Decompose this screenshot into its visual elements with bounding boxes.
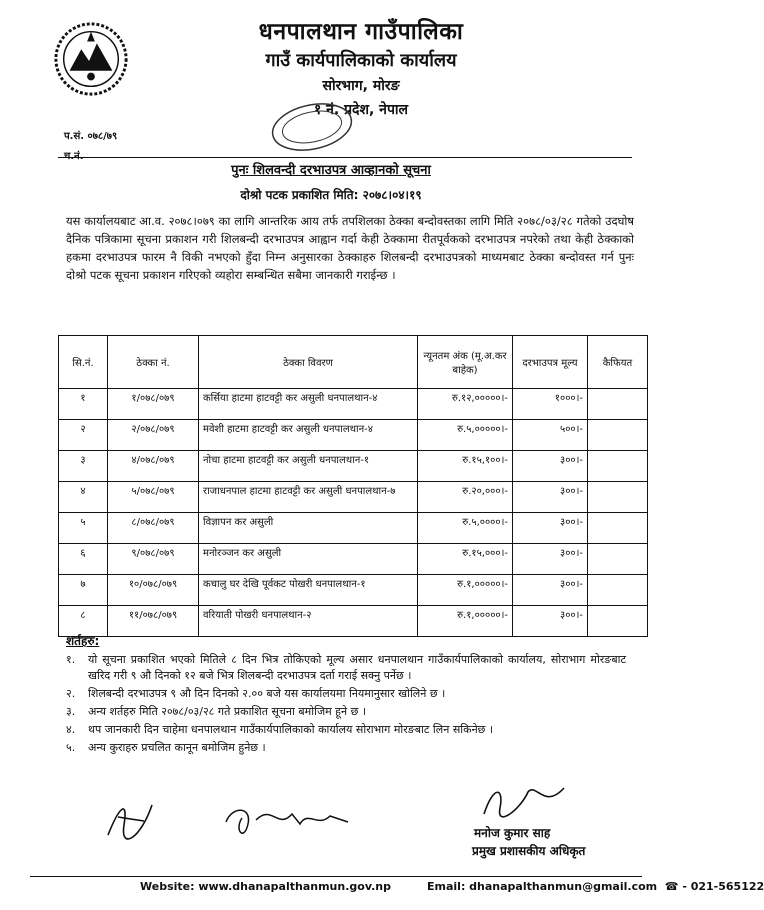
signature-3 — [478, 780, 568, 820]
cell-tender-price: ३००।- — [513, 513, 588, 544]
cell-description: कर्सिया हाटमा हाटवट्टी कर असुली धनपालथान-४ — [199, 389, 418, 420]
cell-minimum-amount: रु.१,०००००।- — [418, 575, 513, 606]
cell-description: विज्ञापन कर असुली — [199, 513, 418, 544]
cell-serial: १ — [59, 389, 108, 420]
cell-serial: २ — [59, 420, 108, 451]
cell-remarks — [588, 575, 648, 606]
cell-contract-no: ४/०७८/०७९ — [108, 451, 199, 482]
signature-1 — [100, 795, 160, 845]
cell-description: मनोरञ्जन कर असुली — [199, 544, 418, 575]
condition-number: ५. — [66, 741, 76, 754]
footer-email: Email: dhanapalthanmun@gmail.com — [427, 880, 658, 893]
reference-number: प.सं. ०७८/७९ — [64, 131, 118, 142]
cell-contract-no: २/०७८/०७९ — [108, 420, 199, 451]
cell-contract-no: ८/०७८/०७९ — [108, 513, 199, 544]
cell-minimum-amount: रु.२०,०००।- — [418, 482, 513, 513]
cell-remarks — [588, 451, 648, 482]
notice-title: पुनः शिलवन्दी दरभाउपत्र आव्हानको सूचना — [231, 163, 431, 178]
cell-remarks — [588, 513, 648, 544]
cell-tender-price: १०००।- — [513, 389, 588, 420]
col-tender-price: दरभाउपत्र मूल्य — [513, 336, 588, 389]
cell-serial: ५ — [59, 513, 108, 544]
conditions-list — [66, 652, 626, 758]
table-row — [59, 389, 648, 420]
publication-date: दोश्रो पटक प्रकाशित मिति: २०७८।०४।१९ — [240, 188, 422, 202]
cell-remarks — [588, 544, 648, 575]
cell-minimum-amount: रु.१,०००००।- — [418, 606, 513, 637]
table-row — [59, 544, 648, 575]
signature-2 — [222, 800, 352, 836]
cell-serial: ४ — [59, 482, 108, 513]
cell-contract-no: १०/०७८/०७९ — [108, 575, 199, 606]
notice-body: यस कार्यालयबाट आ.व. २०७८।०७९ का लागि आन्तरिक आय तर्फ तपशिलका ठेक्का बन्दोवस्तका लागि मिति २०७८/०३/२८ गतेको उदघोष दैनिक पत्रिकामा सूचना प्रकाशन गरी शिलबन्दी दरभाउपत्र आह्वान गर्दा केही ठेक्कामा रीतपूर्वकको दरभाउपत्र नपरेको तथा केही ठेक्काको हकमा दरभाउपत्र फारम नै विकी नभएको हुँदा निम्न अनुसारका ठेक्काहरु शिलबन्दी दरभाउपत्रको माध्यमबाट ठेक्का बन्दोवस्त गर्न पुनः दोश्रो पटक सूचना प्रकाशन गरिएको व्यहोरा सम्बन्धित सबैमा जानकारी गराईन्छ । — [66, 214, 634, 282]
cell-description: वरियाती पोखरी धनपालथान-२ — [199, 606, 418, 637]
cell-description: मवेशी हाटमा हाटवट्टी कर असुली धनपालथान-४ — [199, 420, 418, 451]
col-serial: सि.नं. — [59, 336, 108, 389]
condition-number: २. — [66, 687, 76, 700]
cell-contract-no: ११/०७८/०७९ — [108, 606, 199, 637]
cell-description: कचालु घर देखि पूर्वकट पोखरी धनपालथान-१ — [199, 575, 418, 606]
condition-text: यो सूचना प्रकाशित भएको मितिले ८ दिन भित्र तोकिएको मूल्य असार धनपालथान गाउँकार्यपालिकाको कार्यालय, सोराभाग मोरङबाट खरिद गरी ९ औ दिनको १२ बजे भित्र शिलबन्दी दरभाउपत्र दर्ता गराई सक्नु पर्नेछ । — [88, 653, 626, 682]
cell-tender-price: ३००।- — [513, 606, 588, 637]
office-stamp-icon — [262, 96, 362, 158]
cell-minimum-amount: रु.१२,०००००।- — [418, 389, 513, 420]
cell-serial: ७ — [59, 575, 108, 606]
table-row — [59, 606, 648, 637]
table-row — [59, 575, 648, 606]
list-item — [66, 722, 626, 738]
office-location: सोरभाग, मोरङ — [322, 78, 400, 94]
table-row — [59, 482, 648, 513]
dispatch-number: च.नं. — [64, 151, 84, 162]
province-name: १ नं. प्रदेश, नेपाल — [313, 102, 409, 118]
condition-text: अन्य कुराहरु प्रचलित कानून बमोजिम हुनेछ । — [88, 741, 266, 754]
condition-text: शिलबन्दी दरभाउपत्र ९ औ दिन दिनको २.०० बजे यस कार्यालयमा नियमानुसार खोलिने छ । — [88, 687, 446, 700]
cell-contract-no: ५/०७८/०७९ — [108, 482, 199, 513]
col-remarks: कैफियत — [588, 336, 648, 389]
cell-minimum-amount: रु.१५,१००।- — [418, 451, 513, 482]
cell-remarks — [588, 482, 648, 513]
footer-phone: ☎ - 021-565122 — [664, 880, 764, 893]
condition-number: ३. — [66, 705, 76, 718]
cell-contract-no: १/०७८/०७९ — [108, 389, 199, 420]
cell-minimum-amount: रु.५,००००।- — [418, 513, 513, 544]
list-item — [66, 652, 626, 684]
cell-tender-price: ३००।- — [513, 544, 588, 575]
cell-remarks — [588, 606, 648, 637]
cell-minimum-amount: रु.१५,०००।- — [418, 544, 513, 575]
conditions-heading: शर्तहरु: — [66, 634, 100, 648]
list-item — [66, 740, 626, 756]
cell-minimum-amount: रु.५,०००००।- — [418, 420, 513, 451]
cell-tender-price: ३००।- — [513, 451, 588, 482]
cell-serial: ३ — [59, 451, 108, 482]
footer — [140, 880, 764, 893]
cell-remarks — [588, 420, 648, 451]
list-item — [66, 704, 626, 720]
cell-description: राजाधनपाल हाटमा हाटवट्टी कर असुली धनपालथान-७ — [199, 482, 418, 513]
list-item — [66, 686, 626, 702]
condition-number: ४. — [66, 723, 76, 736]
col-minimum-amount: न्यूनतम अंक (मू.अ.कर बाहेक) — [418, 336, 513, 389]
table-row — [59, 420, 648, 451]
cell-serial: ६ — [59, 544, 108, 575]
tender-table — [58, 335, 648, 637]
cell-description: नोचा हाटमा हाटवट्टी कर असुली धनपालथान-१ — [199, 451, 418, 482]
condition-number: १. — [66, 653, 76, 666]
table-row — [59, 513, 648, 544]
table-header-row — [59, 336, 648, 389]
signer-title: प्रमुख प्रशासकीय अधिकृत — [472, 844, 586, 858]
organization-name: धनपालथान गाउँपालिका — [258, 19, 464, 45]
cell-serial: ८ — [59, 606, 108, 637]
footer-website: Website: www.dhanapalthanmun.gov.np — [140, 880, 391, 893]
table-row — [59, 451, 648, 482]
signer-name: मनोज कुमार साह — [474, 826, 551, 840]
condition-text: अन्य शर्तहरु मिति २०७८/०३/२८ गते प्रकाशित सूचना बमोजिम हूने छ । — [88, 705, 366, 718]
col-contract-no: ठेक्का नं. — [108, 336, 199, 389]
col-description: ठेक्का विवरण — [199, 336, 418, 389]
cell-remarks — [588, 389, 648, 420]
cell-tender-price: ३००।- — [513, 482, 588, 513]
cell-contract-no: ९/०७८/०७९ — [108, 544, 199, 575]
cell-tender-price: ३००।- — [513, 575, 588, 606]
footer-divider — [30, 876, 642, 877]
cell-tender-price: ५००।- — [513, 420, 588, 451]
condition-text: थप जानकारी दिन चाहेमा धनपालथान गाउँकार्यपालिकाको कार्यालय सोराभाग मोरङबाट लिन सकिनेछ । — [88, 723, 494, 736]
office-name: गाउँ कार्यपालिकाको कार्यालय — [265, 50, 457, 71]
header-divider — [58, 157, 632, 158]
